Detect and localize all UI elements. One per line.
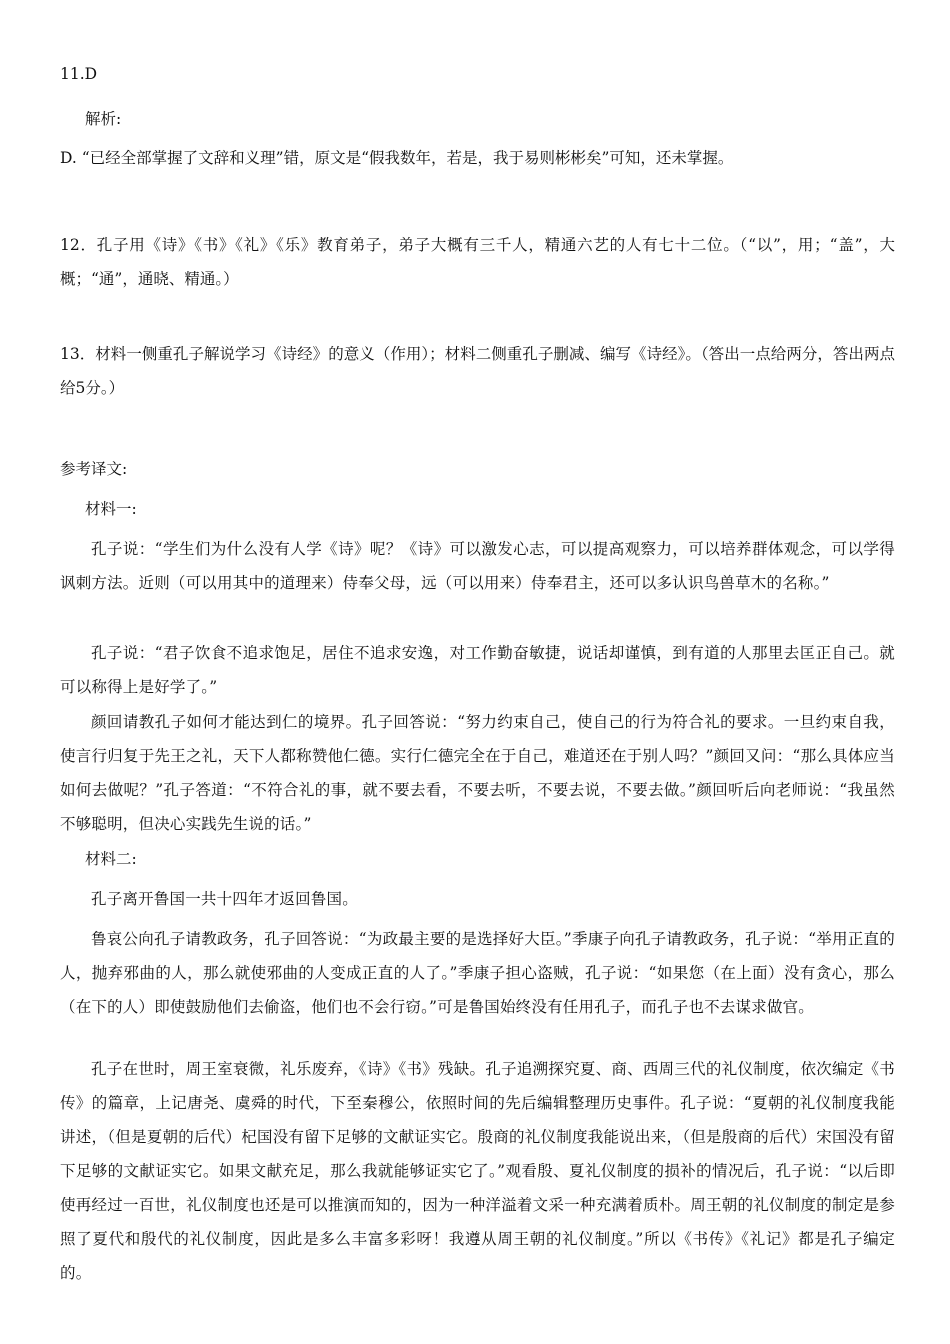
- answer-12-text: 12．孔子用《诗》《书》《礼》《乐》教育弟子，弟子大概有三千人，精通六艺的人有七十二位。（“以”，用；“盖”，大概；“通”，通晓、精通。）: [60, 236, 895, 288]
- material-2-label: 材料二:: [85, 850, 137, 868]
- translation-heading: 参考译文:: [60, 460, 128, 478]
- material-1-label: 材料一:: [85, 500, 137, 518]
- answer-11-label: 解析:: [85, 110, 122, 128]
- material-1-paragraph-1: 孔子说：“学生们为什么没有人学《诗》呢？《诗》可以激发心志，可以提高观察力，可以培养群体观念，可以学得讽刺方法。近则（可以用其中的道理来）侍奉父母，远（可以用来）侍奉君主，还可以多认识鸟兽草木的名称。”: [60, 540, 895, 592]
- material-2-paragraph-2: 鲁哀公向孔子请教政务，孔子回答说：“为政最主要的是选择好大臣。”季康子向孔子请教政务，孔子说：“举用正直的人，抛弃邪曲的人，那么就使邪曲的人变成正直的人了。”季康子担心盗贼，孔子说：“如果您（在上面）没有贪心，那么（在下的人）即使鼓励他们去偷盗，他们也不会行窃。”可是鲁国始终没有任用孔子，而孔子也不去谋求做官。: [60, 930, 895, 1016]
- material-2-paragraph-1: 孔子离开鲁国一共十四年才返回鲁国。: [91, 890, 358, 908]
- material-2-paragraph-3: 孔子在世时，周王室衰微，礼乐废弃，《诗》《书》残缺。孔子追溯探究夏、商、西周三代的礼仪制度，依次编定《书传》的篇章，上记唐尧、虞舜的时代，下至秦穆公，依照时间的先后编辑整理历史事件。孔子说：“夏朝的礼仪制度我能讲述，（但是夏朝的后代）杞国没有留下足够的文献证实它。殷商的礼仪制度我能说出来，（但是殷商的后代）宋国没有留下足够的文献证实它。如果文献充足，那么我就能够证实它了。”观看殷、夏礼仪制度的损补的情况后，孔子说：“以后即使再经过一百世，礼仪制度也还是可以推演而知的，因为一种洋溢着文采一种充满着质朴。周王朝的礼仪制度的制定是参照了夏代和殷代的礼仪制度，因此是多么丰富多彩呀！我遵从周王朝的礼仪制度。”所以《书传》《礼记》都是孔子编定的。: [60, 1060, 895, 1282]
- material-1-paragraph-2: 孔子说：“君子饮食不追求饱足，居住不追求安逸，对工作勤奋敏捷，说话却谨慎，到有道的人那里去匡正自己。就可以称得上是好学了。”: [60, 644, 895, 696]
- material-1-paragraph-3: 颜回请教孔子如何才能达到仁的境界。孔子回答说：“努力约束自己，使自己的行为符合礼的要求。一旦约束自我，使言行归复于先王之礼，天下人都称赞他仁德。实行仁德完全在于自己，难道还在于别人吗？”颜回又问：“那么具体应当如何去做呢？”孔子答道：“不符合礼的事，就不要去看，不要去听，不要去说，不要去做。”颜回听后向老师说：“我虽然不够聪明，但决心实践先生说的话。”: [60, 713, 895, 833]
- answer-11-number: 11.D: [60, 65, 98, 83]
- answer-13-text: 13．材料一侧重孔子解说学习《诗经》的意义（作用）；材料二侧重孔子删减、编写《诗经》。（答出一点给两分，答出两点给5分。）: [60, 345, 895, 397]
- answer-11-explanation: D. “已经全部掌握了文辞和义理”错，原文是“假我数年，若是，我于易则彬彬矣”可知，还未掌握。: [60, 149, 734, 167]
